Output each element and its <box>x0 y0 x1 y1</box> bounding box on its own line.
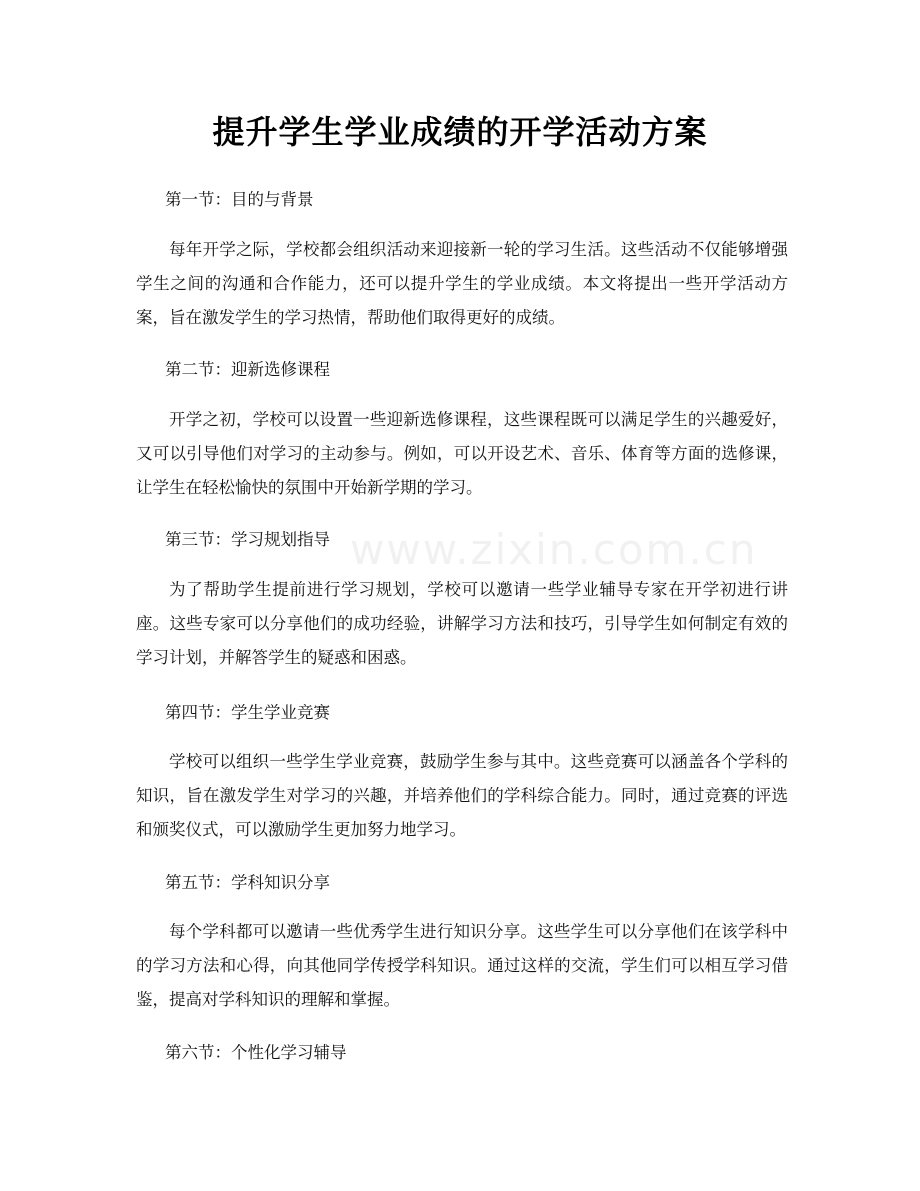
section-paragraph-1: 每年开学之际，学校都会组织活动来迎接新一轮的学习生活。这些活动不仅能够增强学生之间的沟通和合作能力，还可以提升学生的学业成绩。本文将提出一些开学活动方案，旨在激发学生的学习热情，帮助他们取得更好的成绩。 <box>136 240 788 327</box>
section-heading-2: 第二节：迎新选修课程 <box>165 360 330 379</box>
section-paragraph-2: 开学之初，学校可以设置一些迎新选修课程，这些课程既可以满足学生的兴趣爱好，又可以引导他们对学习的主动参与。例如，可以开设艺术、音乐、体育等方面的选修课，让学生在轻松愉快的氛围中开始新学期的学习。 <box>136 410 788 497</box>
section-heading-5: 第五节：学科知识分享 <box>165 873 330 892</box>
section-heading-1: 第一节：目的与背景 <box>165 190 314 209</box>
section-paragraph-4: 学校可以组织一些学生学业竞赛，鼓励学生参与其中。这些竞赛可以涵盖各个学科的知识，旨在激发学生对学习的兴趣，并培养他们的学科综合能力。同时，通过竞赛的评选和颁奖仪式，可以激励学生更加努力地学习。 <box>136 752 788 839</box>
document-title: 提升学生学业成绩的开学活动方案 <box>212 113 708 151</box>
section-heading-4: 第四节：学生学业竞赛 <box>165 703 330 722</box>
watermark: www.zixin.com.cn <box>350 525 758 574</box>
section-heading-6: 第六节：个性化学习辅导 <box>165 1043 347 1062</box>
section-paragraph-3: 为了帮助学生提前进行学习规划，学校可以邀请一些学业辅导专家在开学初进行讲座。这些专家可以分享他们的成功经验，讲解学习方法和技巧，引导学生如何制定有效的学习计划，并解答学生的疑惑和困惑。 <box>136 580 788 667</box>
section-heading-3: 第三节：学习规划指导 <box>165 530 330 549</box>
section-paragraph-5: 每个学科都可以邀请一些优秀学生进行知识分享。这些学生可以分享他们在该学科中的学习方法和心得，向其他同学传授学科知识。通过这样的交流，学生们可以相互学习借鉴，提高对学科知识的理解和掌握。 <box>136 922 788 1009</box>
